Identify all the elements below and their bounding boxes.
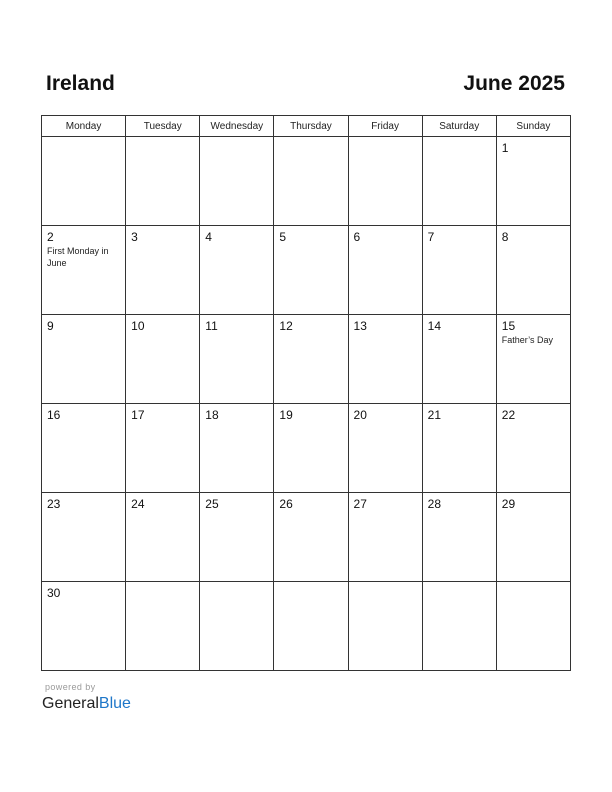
day-cell [422, 404, 496, 493]
day-number: 10 [131, 319, 145, 333]
day-cell [496, 582, 570, 671]
day-cell [274, 315, 348, 404]
day-number: 1 [501, 141, 509, 155]
weekday-header: Thursday [274, 116, 348, 137]
day-cell [422, 137, 496, 226]
day-number: 3 [131, 230, 138, 244]
day-cell [422, 226, 496, 315]
day-cell [348, 493, 422, 582]
day-cell [348, 315, 422, 404]
holiday-label: First Monday in June [47, 246, 109, 268]
day-cell [42, 226, 126, 315]
day-cell [126, 137, 200, 226]
day-cell [496, 226, 570, 315]
weekday-header: Wednesday [200, 116, 274, 137]
week-row [42, 315, 571, 404]
day-cell [496, 493, 570, 582]
holiday-label: Father’s Day [501, 335, 553, 345]
weekday-header: Friday [348, 116, 422, 137]
day-cell [200, 315, 274, 404]
day-cell [348, 137, 422, 226]
day-cell [348, 582, 422, 671]
day-number: 13 [353, 319, 367, 333]
day-number: 23 [47, 497, 61, 511]
day-number: 25 [205, 497, 219, 511]
day-cell [126, 226, 200, 315]
day-cell [42, 582, 126, 671]
day-number: 9 [47, 319, 54, 333]
day-cell [200, 493, 274, 582]
day-cell [126, 404, 200, 493]
day-cell [348, 404, 422, 493]
weekday-header: Sunday [496, 116, 570, 137]
day-number: 20 [353, 408, 367, 422]
day-cell [422, 582, 496, 671]
day-cell [274, 582, 348, 671]
day-number: 4 [205, 230, 212, 244]
day-cell [200, 137, 274, 226]
day-number: 7 [427, 230, 435, 244]
day-cell [274, 226, 348, 315]
day-cell [496, 315, 570, 404]
week-row [42, 493, 571, 582]
day-cell [42, 315, 126, 404]
day-cell [42, 493, 126, 582]
day-number: 26 [279, 497, 293, 511]
day-cell [42, 137, 126, 226]
day-number: 21 [427, 408, 442, 422]
day-number: 29 [501, 497, 516, 511]
day-number: 27 [353, 497, 367, 511]
day-number: 6 [353, 230, 361, 244]
week-row [42, 582, 571, 671]
day-number: 16 [47, 408, 61, 422]
day-cell [422, 493, 496, 582]
day-number: 15 [501, 319, 516, 333]
day-cell [274, 493, 348, 582]
week-row [42, 226, 571, 315]
day-number: 8 [501, 230, 509, 244]
day-cell [496, 404, 570, 493]
month-year-title: June 2025 [463, 72, 565, 95]
day-number: 19 [279, 408, 293, 422]
day-cell [200, 582, 274, 671]
day-number: 22 [501, 408, 516, 422]
footer-branding [42, 682, 131, 714]
weekday-header-row [42, 116, 571, 137]
weekday-header: Tuesday [126, 116, 200, 137]
day-number: 2 [47, 230, 54, 244]
day-number: 17 [131, 408, 145, 422]
day-number: 5 [279, 230, 287, 244]
weekday-header: Monday [42, 116, 126, 137]
day-number: 28 [427, 497, 442, 511]
day-cell [496, 137, 570, 226]
day-number: 11 [205, 319, 218, 333]
country-title: Ireland [46, 72, 115, 95]
day-cell [274, 137, 348, 226]
day-number: 30 [47, 586, 61, 600]
brand-logo [42, 694, 131, 714]
day-number: 14 [427, 319, 442, 333]
day-cell [126, 315, 200, 404]
week-row [42, 137, 571, 226]
day-number: 24 [131, 497, 145, 511]
day-cell [200, 404, 274, 493]
brand-name-blue: Blue [98, 695, 131, 712]
brand-name-general: General [42, 695, 99, 712]
calendar-grid [41, 115, 571, 671]
day-cell [348, 226, 422, 315]
day-cell [200, 226, 274, 315]
day-number: 18 [205, 408, 219, 422]
day-cell [126, 582, 200, 671]
day-cell [422, 315, 496, 404]
day-cell [126, 493, 200, 582]
powered-by-text: powered by [45, 682, 96, 692]
day-number: 12 [279, 319, 293, 333]
day-cell [274, 404, 348, 493]
week-row [42, 404, 571, 493]
day-cell [42, 404, 126, 493]
weekday-header: Saturday [422, 116, 496, 137]
